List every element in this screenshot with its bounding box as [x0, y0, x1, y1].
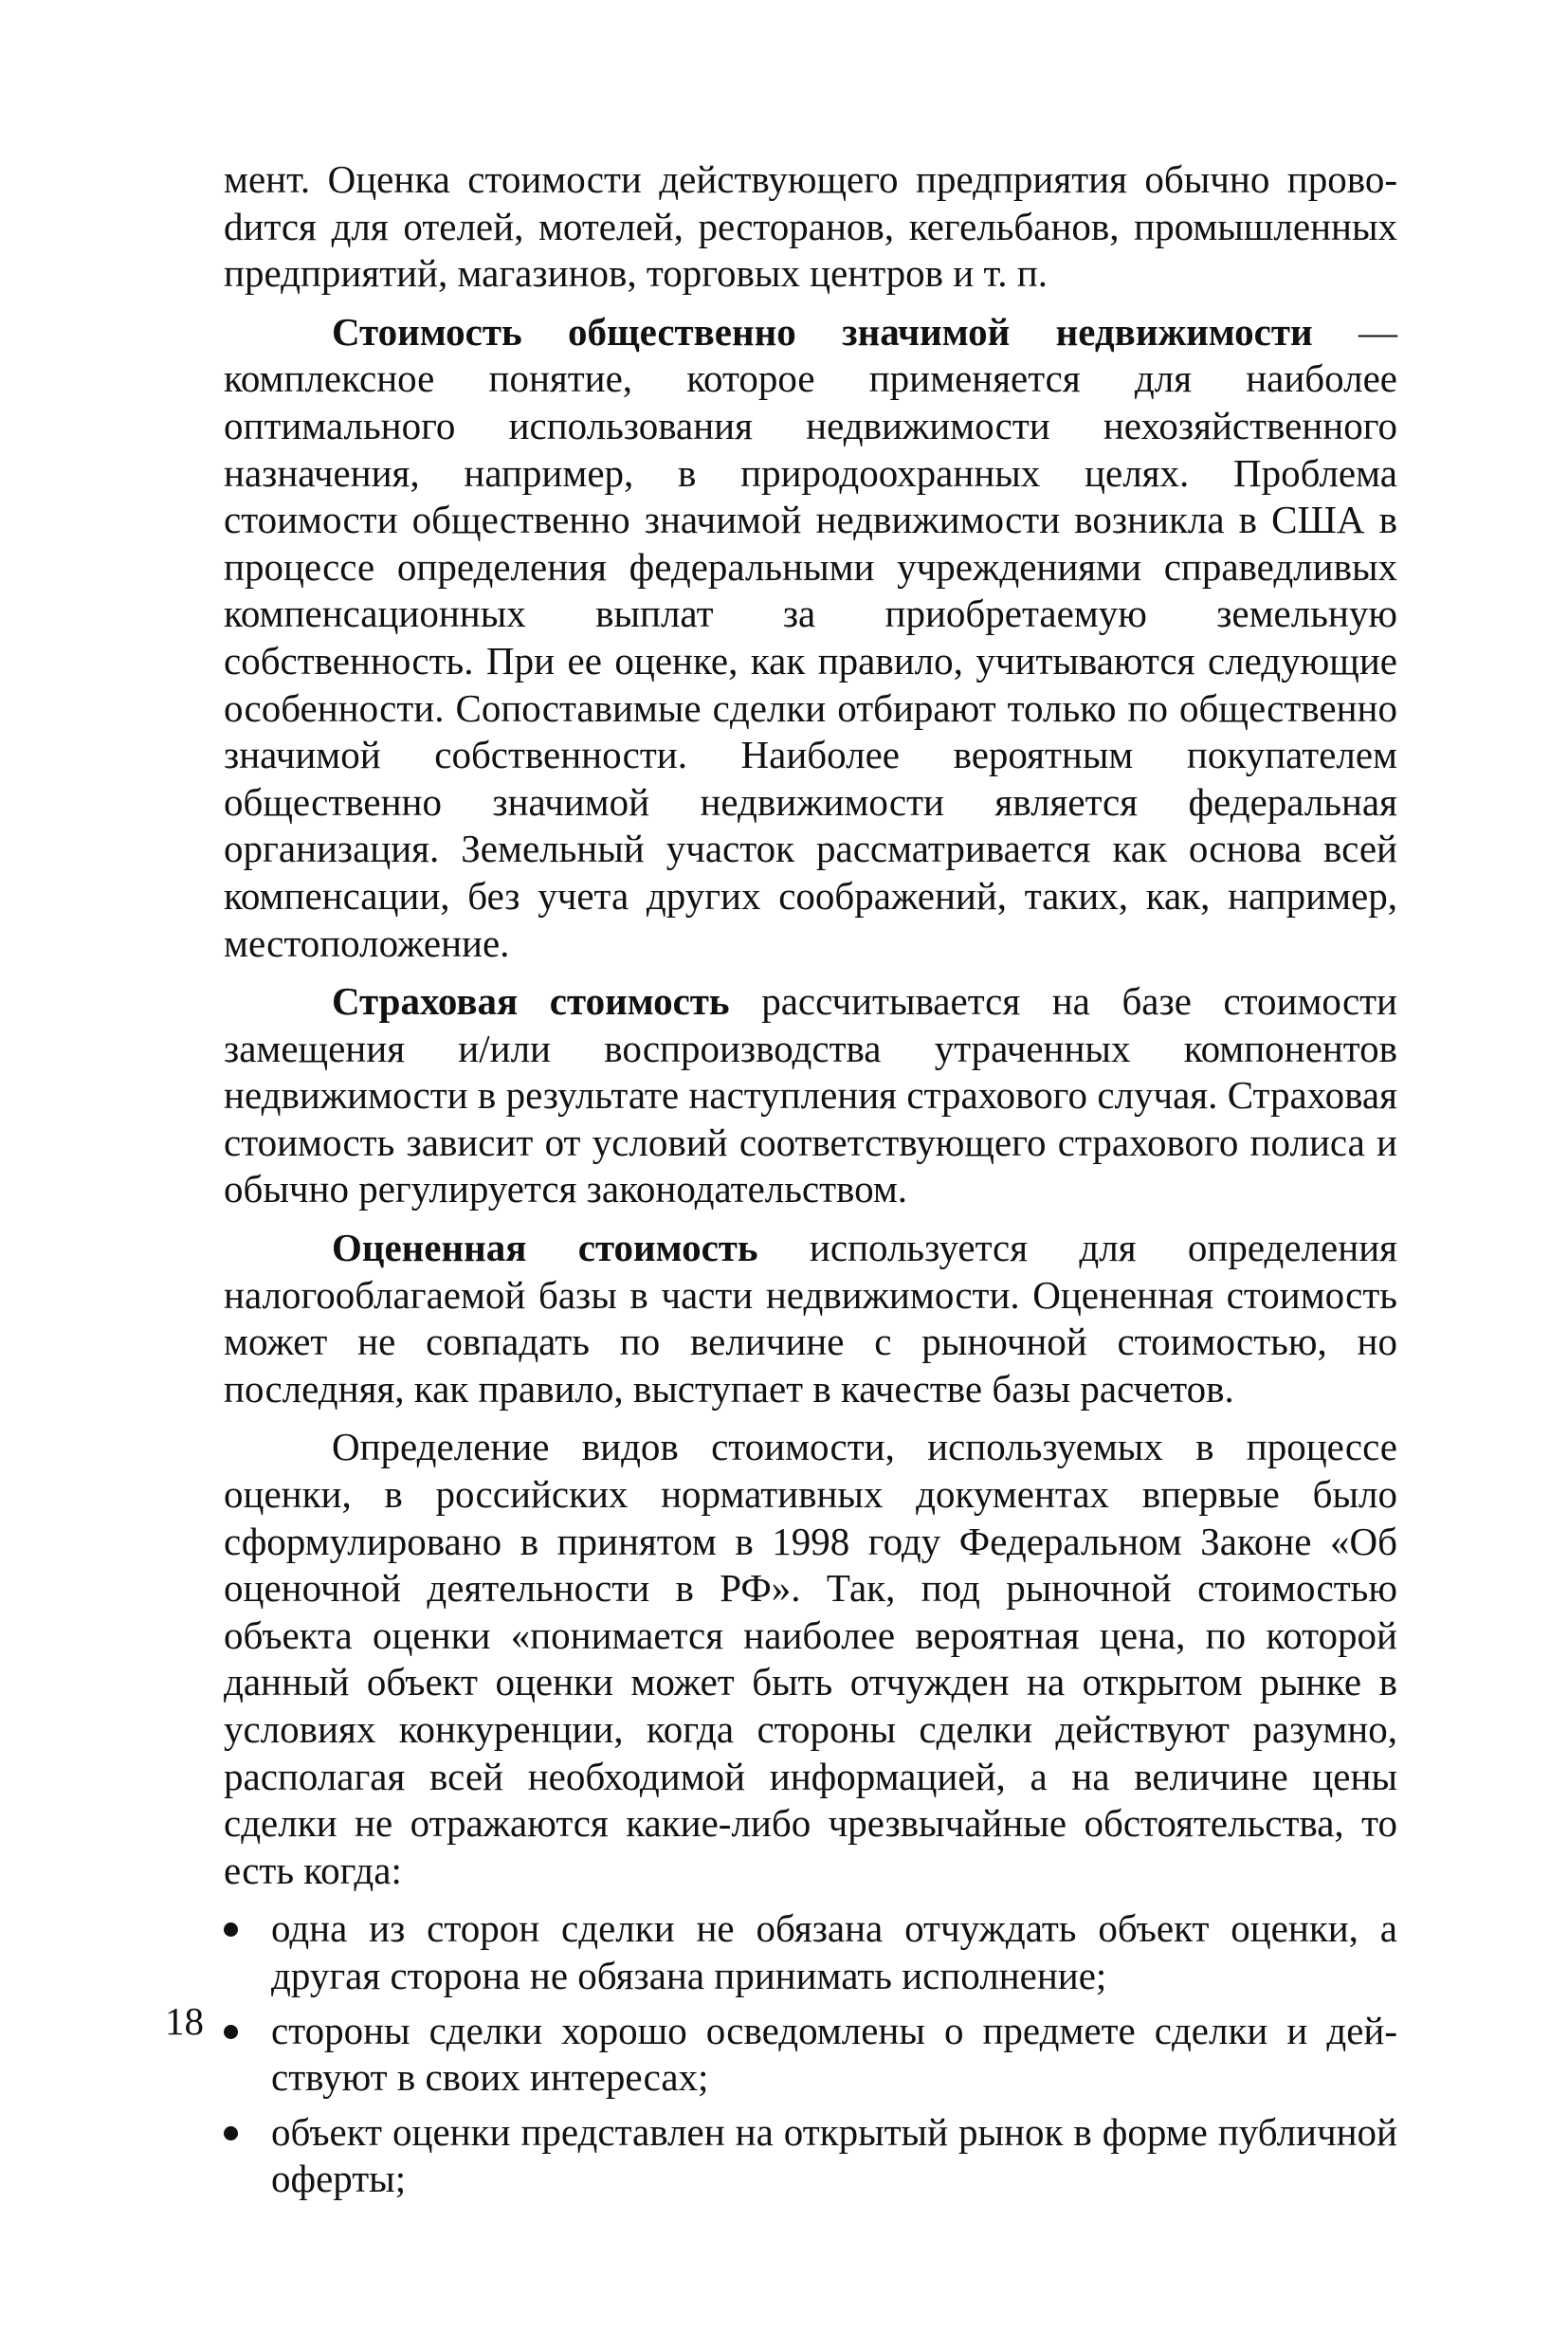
page-number: 18 [165, 1999, 204, 2043]
bullet-icon [224, 2025, 238, 2039]
list-item [224, 2109, 1397, 2203]
definition-public-value: — комплексное понятие, которое применяется для наиболее оптимального использования недвижимости нехозяйственного назначения, например, в природоохранных целях. Проблема стоимости общественно значимой недвижимости возникла в США в процессе определения федеральными учреждениями справедливых компенсационных выплат за приобретаемую земельную собственность. При ее оценке, как правило, учитываются следующие особенности. Сопоставимые сделки отбирают только по общественно значимой собственности. Наиболее вероятным покупателем общественно значимой недвижимости является федеральная организация. Земельный участок рассматривается как основа всей компенсации, без учета других соображений, таких, как, например, местоположение. [224, 309, 1397, 965]
conditions-list [224, 1905, 1397, 2203]
paragraph-continuation: мент. Оценка стоимости действующего предприятия обычно провоdится для отелей, мотелей, ресторанов, кегельбанов, промышленных предприятий, магазинов, торговых центров и т. п. [224, 157, 1397, 296]
list-item-text: одна из сторон сделки не обязана отчуждать объект оценки, а другая сторона не обязана принимать исполнение; [271, 1906, 1397, 1997]
paragraph-market-value-definition: Определение видов стоимости, используемых в процессе оценки, в российских нормативных документах впервые было сформулировано в принятом в 1998 году Федеральном Законе «Об оценочной деятельности в РФ». Так, под рыночной стоимостью объекта оценки «понимается наиболее вероятная цена, по которой данный объект оценки может быть отчужден на открытом рынке в условиях конкуренции, когда стороны сделки действуют разумно, располагая всей необходимой информацией, а на величине цены сделки не отражаются какие-либо чрезвычайные обстоятельства, то есть когда: [224, 1425, 1397, 1892]
definition-insurance-value: рассчитывается на базе стоимости замещения и/или воспроизводства утраченных компонентов недвижимости в результате наступления страхового случая. Страховая стоимость зависит от условий соответствующего страхового полиса и обычно регулируется законодательством. [224, 979, 1398, 1211]
list-item-text: стороны сделки хорошо осведомлены о предмете сделки и действуют в своих интересах; [271, 2008, 1397, 2100]
term-insurance-value: Страховая стоимость [331, 979, 730, 1024]
term-assessed-value: Оцененная стоимость [331, 1226, 758, 1270]
paragraph-public-value [224, 309, 1397, 967]
body-text [224, 156, 1397, 2211]
paragraph-assessed-value [224, 1225, 1397, 1412]
list-item-text: объект оценки представлен на открытый рынок в форме публичной оферты; [271, 2109, 1397, 2201]
definition-assessed-value: используется для определения налогооблагаемой базы в части недвижимости. Оцененная стоимость может не совпадать по величине с рыночной стоимостью, но последняя, как правило, выступает в качестве базы расчетов. [224, 1226, 1397, 1411]
list-item [224, 2008, 1397, 2102]
bullet-icon [224, 1922, 238, 1937]
list-item [224, 1905, 1397, 1999]
term-public-value: Стоимость общественно значимой недвижимости [331, 309, 1313, 354]
bullet-icon [224, 2126, 238, 2141]
paragraph-insurance-value [224, 978, 1397, 1213]
